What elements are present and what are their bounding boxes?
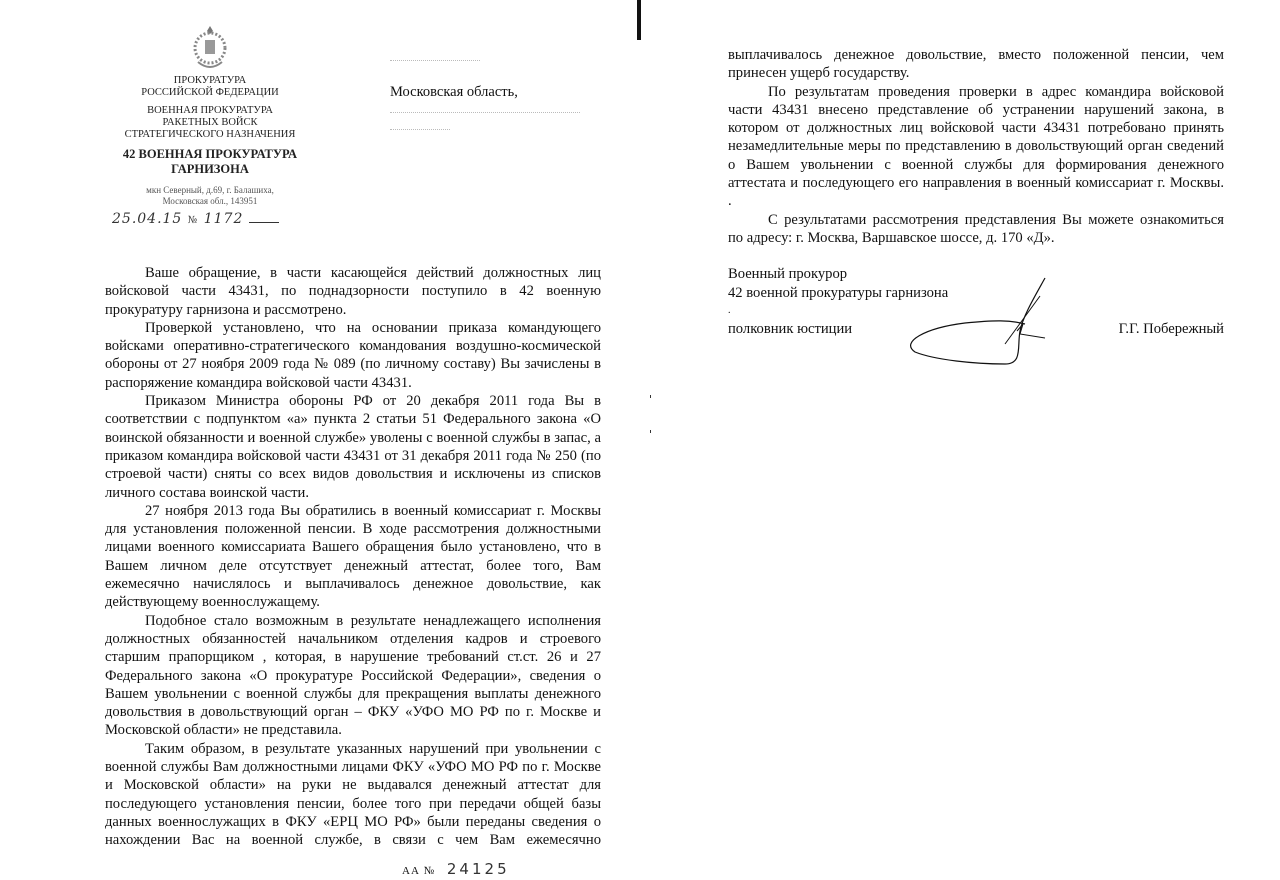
scan-speck	[650, 395, 651, 398]
address-line: Московская обл., 143951	[162, 196, 258, 206]
address-line: мкн Северный, д.69, г. Балашиха,	[146, 185, 274, 195]
paragraph: 27 ноября 2013 года Вы обратились в военный комиссариат г. Москвы для установления положенной пенсии. В ходе рассмотрения должностными лицами военного комиссариата Вашего обращения было установлено, что в Вашем личном деле отсутствует денежный аттестат, более того, Вам ежемесячно начислялось и выплачивалось денежное довольствие, как действующему военнослужащему.	[105, 502, 601, 611]
signer-rank: полковник юстиции	[728, 321, 853, 338]
signer-title: Военный прокурор	[728, 266, 848, 283]
emblem-icon	[190, 22, 230, 77]
paragraph: выплачивалось денежное довольствие, вместо положенной пенсии, чем принесен ущерб государству.	[728, 47, 1224, 82]
addressee-city-redacted	[390, 118, 580, 135]
org-line: РАКЕТНЫХ ВОЙСК	[162, 117, 258, 128]
reg-no-label: №	[187, 215, 199, 226]
org-military-prosecutor	[105, 105, 315, 141]
form-serial	[105, 860, 601, 880]
signer-name: Г.Г. Побережный	[1118, 321, 1224, 338]
addressee-name-redacted	[390, 48, 480, 66]
org-line: ПРОКУРАТУРА	[173, 75, 247, 86]
paragraph: Таким образом, в результате указанных нарушений при увольнении с военной службы Вам должностными лицами ФКУ «УФО МО РФ по г. Москве и Московской области» на руки не выдавался денежный аттестат для последующего установления пенсии, более того при передачи общей базы данных военнослужащих в ФКУ «ЕРЦ МО РФ» были переданы сведения о нахождении Вас на военной службе, в связи с чем Вам ежемесячно	[105, 740, 601, 849]
paragraph: Проверкой установлено, что на основании приказа командующего войсками оперативно-стратегического командования воздушно-космической обороны от 27 ноября 2009 года № 089 (по личному составу) Вы зачислены в распоряжение командира войсковой части 43431.	[105, 319, 601, 391]
paragraph: Ваше обращение, в части касающейся действий должностных лиц войсковой части 43431, по поднадзорности поступило в 42 военную прокуратуру гарнизона и рассмотрено.	[105, 265, 601, 318]
addressee-street-redacted	[390, 101, 580, 118]
paragraph: Подобное стало возможным в результате ненадлежащего исполнения должностных обязанностей начальником отделения кадров и строевого старшим прапорщиком , которая, в нарушение требований ст.ст. 26 и 27 Федерального закона «О прокуратуре Российской Федерации», сведения о Вашем увольнении с военной службы для прекращения выплаты денежного довольствия в довольствующий орган – ФКУ «УФО МО РФ по г. Москве и Московской области» не представила.	[105, 612, 601, 739]
org-line: РОССИЙСКОЙ ФЕДЕРАЦИИ	[141, 87, 279, 98]
scan-edge-mark	[637, 0, 641, 40]
addressee-region: Московская область,	[390, 84, 518, 100]
letterhead	[105, 75, 315, 230]
org-line: СТРАТЕГИЧЕСКОГО НАЗНАЧЕНИЯ	[124, 129, 296, 140]
addressee	[390, 84, 580, 135]
handwritten-signature	[905, 276, 1055, 371]
signer-office: 42 военной прокуратуры гарнизона	[728, 284, 949, 301]
paragraph: С результатами рассмотрения представления Вы можете ознакомиться по адресу: г. Москва, Варшавское шоссе, д. 170 «Д».	[728, 211, 1224, 246]
letter-body-page1	[105, 264, 601, 880]
form-series: АА №	[402, 864, 436, 877]
paragraph: По результатам проведения проверки в адрес командира войсковой части 43431 внесено представление об устранении нарушений закона, в котором от должностных лиц войсковой части 43431 потребовано принять незамедлительные меры по представлению в довольствующий орган сведений о Вашем увольнении с военной службы для формирования денежного аттестата и последующего его направления в военный комиссариат г. Москвы. .	[728, 83, 1224, 210]
sender-address	[105, 185, 315, 207]
form-number: 24125	[446, 859, 510, 878]
reg-no: 1172	[203, 211, 244, 227]
letter-body-page2	[728, 46, 1224, 338]
org-line: ГАРНИЗОНА	[171, 162, 249, 176]
org-garrison	[105, 147, 315, 177]
reg-date: 25.04.15	[112, 211, 183, 227]
signer-rank-row	[728, 320, 1224, 338]
org-prosecutor-office	[105, 75, 315, 99]
scan-speck	[650, 430, 651, 433]
registration-number	[105, 210, 315, 230]
org-line: ВОЕННАЯ ПРОКУРАТУРА	[147, 105, 273, 116]
paragraph: Приказом Министра обороны РФ от 20 декабря 2011 года Вы в соответствии с подпунктом «а» пункта 2 статьи 51 Федерального закона «О воинской обязанности и военной службе» уволены с военной службы в запас, а приказом командира войсковой части 43431 от 31 декабря 2011 года № 250 (по строевой части) сняты со всех видов довольствия и исключены из списков личного состава воинской части.	[105, 393, 601, 501]
org-line: 42 ВОЕННАЯ ПРОКУРАТУРА	[122, 147, 298, 161]
signature-block: Военный прокурор 42 военной прокуратуры гарнизона . полковник юстиции Г.Г. Побережный	[728, 265, 1224, 338]
